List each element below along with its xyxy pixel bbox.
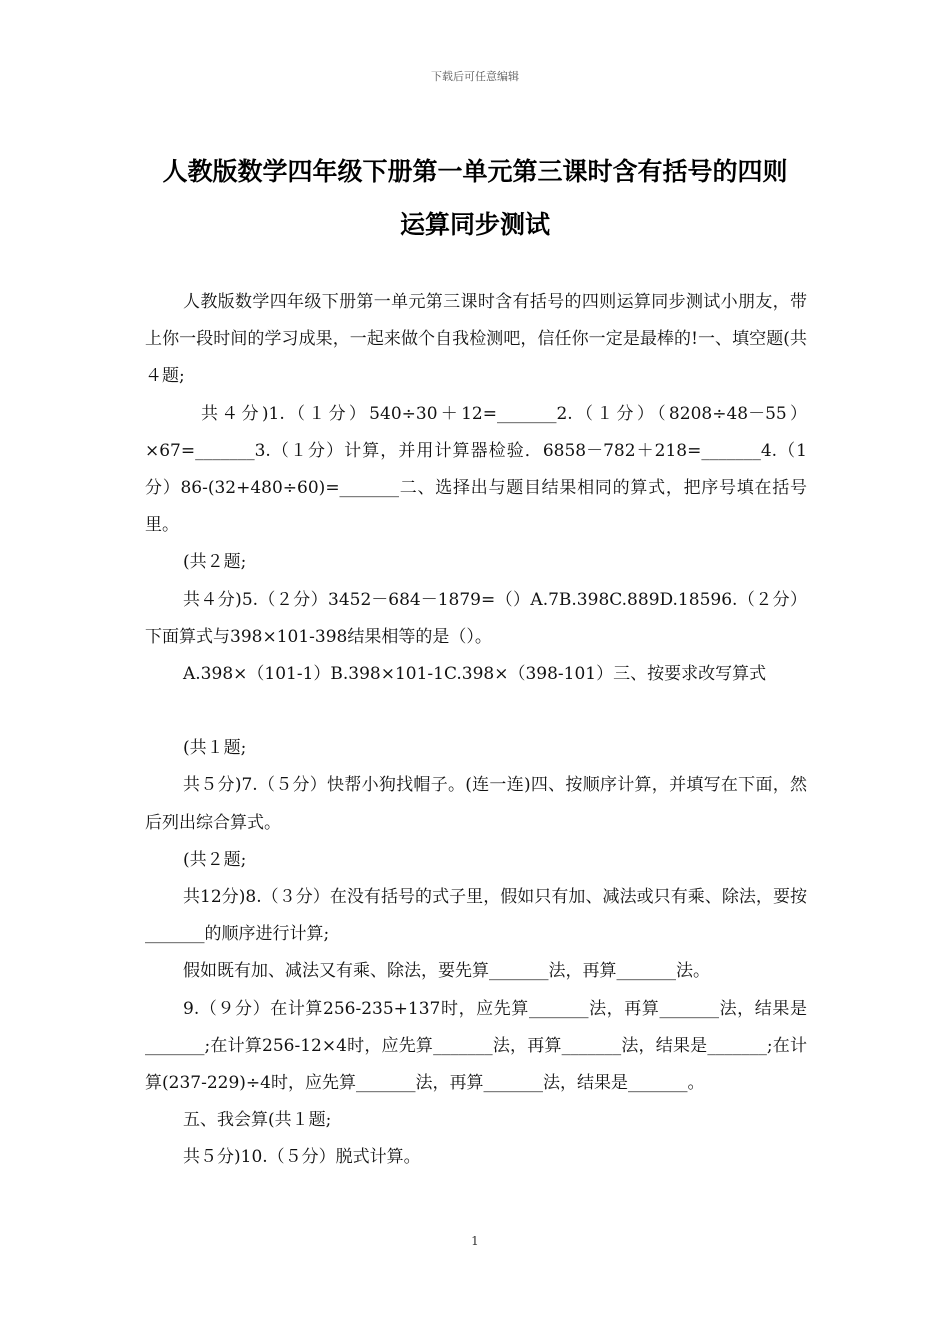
- intro-paragraph: 人教版数学四年级下册第一单元第三课时含有括号的四则运算同步测试小朋友，带上你一段时间的学习成果，一起来做个自我检测吧，信任你一定是最棒的!一、填空题(共４题;: [145, 292, 807, 387]
- choice-options: A.398×（101-1）B.398×101-1C.398×（398-101）三、按要求改写算式: [183, 664, 767, 685]
- section-count-note: (共２题;: [183, 849, 247, 870]
- spacer: [145, 693, 807, 730]
- section-count-note: (共２题;: [183, 552, 247, 573]
- order-question-8: 共12分)8.（３分）在没有括号的式子里，假如只有加、减法或只有乘、除法，要按_______的顺序进行计算;: [145, 887, 807, 945]
- document-title-line-1: 人教版数学四年级下册第一单元第三课时含有括号的四则: [162, 157, 788, 186]
- order-question-8-continued: 假如既有加、减法又有乘、除法，要先算_______法，再算_______法。: [183, 961, 710, 982]
- order-question-9: 9.（９分）在计算256-235+137时，应先算_______法，再算_______法，结果是_______;在计算256-12×4时，应先算_______法，再算_______法，结果是_______;在计算(237-229)÷4时，应先算_______法，再算_______法，结果是_______。: [145, 998, 807, 1094]
- fill-blank-questions: 共４分)1.（１分）540÷30＋12=_______2.（１分）（8208÷48－55）×67=_______3.（１分）计算，并用计算器检验．6858－782＋218=_______4.（1分）86-(32+480÷60)=_______二、选择出与题目结果相同的算式，把序号填在括号里。: [145, 403, 807, 536]
- page-number: 1: [471, 1234, 479, 1248]
- document-body: [145, 284, 807, 1177]
- document-title-line-2: 运算同步测试: [399, 210, 550, 239]
- section-heading: 五、我会算(共１题;: [183, 1110, 332, 1131]
- page-header: 下载后可任意编辑: [431, 70, 519, 83]
- section-count-note: (共１题;: [183, 738, 247, 759]
- calculation-question: 共５分)10.（５分）脱式计算。: [183, 1147, 421, 1168]
- choice-questions: 共４分)5.（２分）3452－684－1879=（）A.7B.398C.889D.18596.（２分）下面算式与398×101-398结果相等的是（）。: [145, 589, 807, 647]
- matching-question: 共５分)7.（５分）快帮小狗找帽子。(连一连)四、按顺序计算，并填写在下面，然后列出综合算式。: [145, 775, 807, 833]
